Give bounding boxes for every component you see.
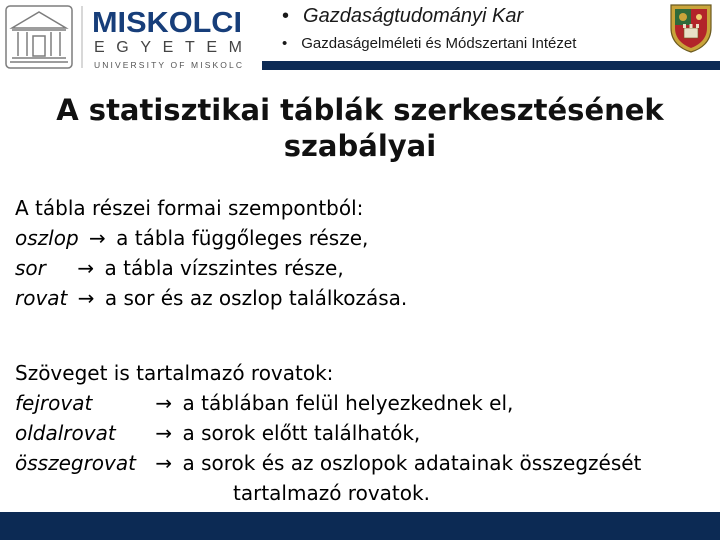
description: a tábla függőleges része, [116, 226, 369, 250]
faculty-name: Gazdaságtudományi Kar [303, 5, 524, 27]
section-table-parts [15, 193, 407, 313]
section-text-cells [15, 358, 641, 508]
arrow-right-icon: → [155, 421, 173, 445]
term: rovat [15, 286, 68, 310]
section-heading: A tábla részei formai szempontból: [15, 196, 364, 220]
list-item [15, 283, 407, 313]
bullet-icon: • [282, 5, 290, 27]
list-item [15, 418, 641, 448]
description: a sorok előtt találhatók, [182, 421, 421, 445]
list-item [15, 223, 407, 253]
term: fejrovat [15, 391, 93, 415]
list-item [15, 388, 641, 418]
arrow-right-icon: → [89, 226, 106, 250]
description-continuation: tartalmazó rovatok. [233, 481, 430, 505]
logo-subtitle: UNIVERSITY OF MISKOLC [94, 60, 242, 70]
header [0, 0, 720, 74]
university-building-icon [6, 6, 72, 68]
coat-of-arms-icon [668, 2, 714, 54]
university-logo [2, 2, 260, 72]
arrow-right-icon: → [155, 391, 173, 415]
term: oldalrovat [15, 421, 116, 445]
arrow-right-icon: → [77, 286, 95, 310]
institute-name: Gazdaságelméleti és Módszertani Intézet [301, 35, 577, 52]
page-title: A statisztikai táblák szerkesztésének szabályai [56, 93, 664, 163]
term: oszlop [15, 226, 79, 250]
bullet-icon: • [282, 35, 288, 52]
description: a tábla vízszintes része, [104, 256, 344, 280]
term: sor [15, 256, 46, 280]
header-rule [262, 61, 720, 70]
logo-name-bottom: EGYETEM [94, 39, 242, 56]
arrow-right-icon: → [77, 256, 95, 280]
term: összegrovat [15, 451, 136, 475]
description: a táblában felül helyezkednek el, [182, 391, 514, 415]
description: a sorok és az oszlopok adatainak összegzését [182, 451, 642, 475]
arrow-right-icon: → [155, 451, 173, 475]
description: a sor és az oszlop találkozása. [104, 286, 408, 310]
logo-name-top: MISKOLCI [92, 7, 242, 39]
list-item [15, 253, 407, 283]
faculty-line [282, 5, 523, 28]
footer-bar [0, 512, 720, 540]
section-heading: Szöveget is tartalmazó rovatok: [15, 361, 334, 385]
list-item [15, 448, 641, 478]
institute-line [282, 35, 576, 52]
